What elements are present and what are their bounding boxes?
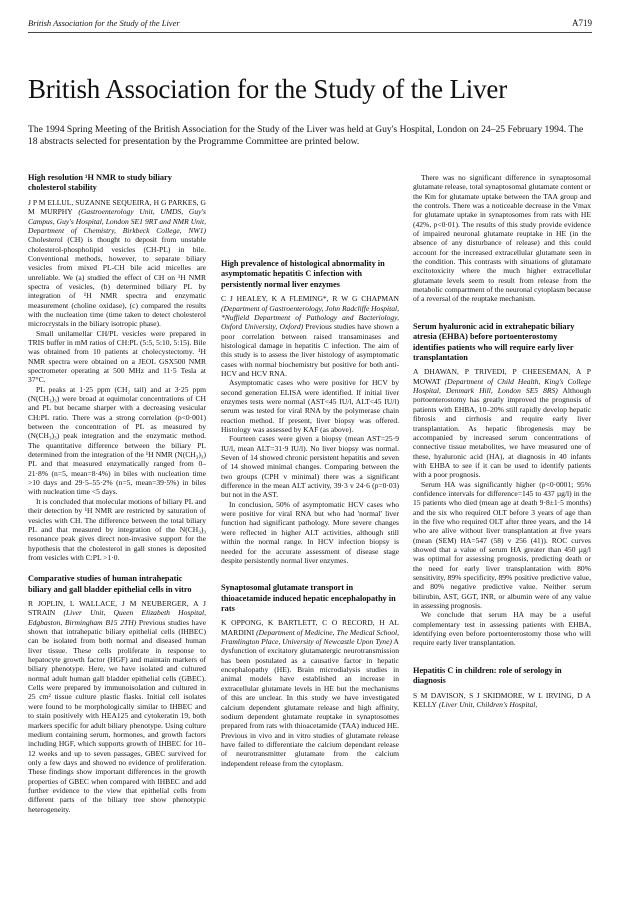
abstract-paragraph: Previous studies have shown that intrahepatic biliary epithelial cells (IHBEC) can be isolated from both normal and diseased human liver tissue. These cells proliferate in response to hepatocyte growth factor (HGF) and maintain markers of biliary phenotype. Here, we have isolated and cultured normal adult human gall bladder epithelial cells (GBEC). Cells were prepared by immunoisolation and cultured in 25 cm² tissue culture plastic flasks. Initial cell isolates were found to be morphologically similar to IHBEC and to stain positively with HEA125 and cytokeratin 19, both markers specific for adult biliary phenotype. Using culture medium containing serum, hormones, and growth factors including HGF, which supports growth of IHBEC for 10–12 weeks and up to seven passages, GBEC survived for only a few days and showed no evidence of proliferation. These findings show important differences in the growth properties of GBEC when compared with IHBEC and add further evidence to the view that epithelial cells from different parts of the biliary tree show phenotypic heterogeneity. (28, 617, 206, 814)
abstract-title: High prevalence of histological abnormality in asymptomatic hepatitis C infection with persistently normal liver enzymes (221, 259, 385, 289)
abstract-paragraph: In conclusion, 50% of asymptomatic HCV cases who were positive for viral RNA but who had 'normal' liver function had significant pathology. More severe changes were reflected in higher ALT activities, although still within the normal range. In HCV infection biopsy is needed for the accurate assessment of disease stage despite persistently normal liver enzymes. (221, 499, 399, 565)
abstract-authors: R JOPLIN, L WALLACE, J M NEUBERGER, A J STRAIN (28, 599, 206, 618)
abstract-paragraph: It is concluded that molecular motions of biliary PL and their detection by ¹H NMR are restricted by saturation of vesicles with CH. The difference between the total biliary PL and that measured by integration of the N(CH₃)₃ resonance peak gives direct non-invasive support for the hypothesis that the cholesterol in gall stones is deposited from vesicles with C:PL >1·0. (28, 496, 206, 562)
abstract-paragraph: Although portoenterostomy has greatly improved the prognosis of patients with EHBA, 10–20% still rapidly develop hepatic fibrosis and cirrhosis and require early liver transplantation. As hepatic fibrogenesis may be accompanied by increased serum concentrations of connective tissue metabolites, we have measured one of these, hyaluronic acid (HA), at diagnosis in 40 infants with EHBA to see if it can be used to identify patients with a poor prognosis. (413, 386, 591, 480)
page-title: British Association for the Study of the Liver (28, 74, 507, 104)
column-3 (413, 173, 591, 709)
abstract-title: Synaptosomal glutamate transport in thioacetamide induced hepatic encephalopathy in rats (221, 583, 396, 613)
abstract-authors: C J HEALEY, K A FLEMING*, R W G CHAPMAN (221, 294, 399, 304)
abstract-affiliation: (Liver Unit, Children's Hospital, (438, 699, 538, 709)
abstract-paragraph: We conclude that serum HA may be a useful complementary test in assessing patients with EHBA, identifying even before portoenterostomy those who will require early liver transplantation. (413, 610, 591, 648)
abstract-byline (221, 618, 399, 768)
abstract-title: Serum hyaluronic acid in extrahepatic biliary atresia (EHBA) before portoenterostomy identifies patients who will require early liver transplantation (413, 321, 575, 363)
abstract-affiliation: (Department of Medicine, The Medical School, Framlington Place, University of Newcastle Upon Tyne) (221, 627, 399, 647)
abstract-paragraph: Cholesterol (CH) is thought to deposit from unstable cholesterol-phospholipid vesicles (CH-PL) in bile. Conventional methods, however, to separate biliary vesicles from mixed PL-CH bile acid micelles are unreliable. We (a) studied the effect of CH on ¹H NMR spectra of vesicles, (b) determined biliary PL by integration of ¹H NMR spectra and enzymatic measurement (choline oxidase), (c) compared the results with the nucleation time (time taken to detect cholesterol microcrystals in the biliary isotropic phase). (28, 235, 206, 329)
intro-paragraph: The 1994 Spring Meeting of the British Association for the Study of the Liver was held at Guy's Hospital, London on 24–25 February 1994. The 18 abstracts selected for presentation by the Programme Committee are printed below. (28, 124, 584, 148)
abstract-authors: S M DAVISON, S J SKIDMORE, W L IRVING, D A KELLY (413, 690, 591, 709)
abstract-affiliation: (Gastroenterology Unit, UMDS, Guy's Campus, Guy's Hospital, London SE1 9RT and NMR Unit, Department of Chemistry, Birkbeck College, NW1) (28, 207, 206, 235)
abstract-paragraph: A dysfunction of excitatory glutamatergic neurotransmission has been postulated as a causative factor in hepatic encephalopathy (HE). Brain microdialysis studies in animal models have established an increase in extracellular glutamate levels in HE but the mechanisms of this are unclear. In this study we have investigated calcium dependent glutamate release and high affinity, sodium dependent glutamate reuptake in synaptosomes prepared from rats with thioacetamide (TAA) induced HE. Previous in vivo and in vitro studies of glutamate release have failed to differentiate the calcium dependant release of neurotransmitter glutamate from the calcium independent release from the cytoplasm. (221, 637, 399, 768)
abstract-paragraph: Previous studies have shown a poor correlation between raised transaminases and histological damage in hepatitis C infection. The aim of this study is to assess the liver histology of asymptomatic cases with normal biochemistry but positive for both anti-HCV and HCV RNA. (221, 322, 399, 378)
running-header (28, 18, 592, 33)
abstract-paragraph: There was no significant difference in synaptosomal glutamate release, total synaptosomal glutamate content or the Km for glutamate uptake between the TAA group and the controls. There was a noticeable decrease in the Vmax for glutamate uptake in synaptosomes from rats with HE (42%, p<0·01). The results of this study provide evidence of impaired neuronal glutamate reuptake in HE (in the absence of any disturbance of release) and this could account for the increased extracellular glutamate seen in the condition. This contrasts with situations of glutamate excitotoxicity where the much higher extracellular glutamate levels seem to result from release from the metabolic compartment of the neuronal cytoplasm because of a reversal of the reuptake mechanism. (413, 173, 591, 304)
abstract-authors: A DHAWAN, P TRIVEDI, P CHEESEMAN, A P MOWAT (413, 367, 591, 386)
abstract-affiliation: (Department of Child Health, King's College Hospital, Denmark Hill, London SE5 8RS) (413, 376, 591, 396)
abstract-paragraph: Asymptomatic cases who were positive for HCV by second generation ELISA were identified. If initial liver enzymes tests were normal (AST<45 IU/l, ALT<45 IU/l) serum was tested for viral RNA by the polymerase chain reaction method. If present, liver biopsy was offered. Histology was assessed by KAF (as above). (221, 378, 399, 435)
column-1 (28, 173, 206, 814)
abstract-byline (413, 691, 591, 710)
abstract-affiliation: (Liver Unit, Queen Elizabeth Hospital, Edgbaston, Birmingham B15 2TH) (28, 608, 206, 627)
abstract-byline (28, 198, 206, 329)
page-number: A719 (572, 18, 592, 28)
running-title: British Association for the Study of the Liver (28, 18, 180, 28)
abstract-paragraph: Fourteen cases were given a biopsy (mean AST=25·9 IU/l, mean ALT=31·9 IU/l). No liver biopsy was normal. Seven of 14 showed chronic persistent hepatitis and seven of 14 showed minimal changes. Comparing between the two groups (CPH v minimal) there was a significant difference in the mean ALT activity, 39·3 v 24·6 (p=0·03) but not in the AST. (221, 434, 399, 500)
abstract-paragraph: Small unilamellar CH/PL vesicles were prepared in TRIS buffer in mM ratios of CH:PL (5:5, 5:10, 5:15). Bile was obtained from 10 patients at cholecystectomy. ¹H NMR spectra were obtained on a JEOL GSX500 NMR spectrometer operating at 500 MHz and 11·5 Tesla at 37°C. (28, 328, 206, 385)
abstract-title: Hepatitis C in children: role of serology in diagnosis (413, 665, 562, 686)
abstract-paragraph: Serum HA was significantly higher (p<0·0001; 95% confidence intervals for difference=145 to 437 µg/l) in the 15 patients who died (mean age at death 9·8±1·5 months) and the six who required OLT before 3 years of age than in the five who required OLT after three years, and the 14 who are alive without liver transplantation at five years (mean (SEM) HA=547 (58) v 256 (41)). ROC curves showed that a value of serum HA greater than 450 µg/l was optimal for assessing prognosis, predicting death or the need for early liver transplantation with 80% sensitivity, 89% specificity, 89% positive predictive value, and 80% negative predictive value. Neither serum bilirubin, AST, GGT, INR, or albumin were of any value in assessing prognosis. (413, 479, 591, 611)
abstract-byline (221, 294, 399, 378)
abstract-authors: J P M ELLUL, SUZANNE SEQUEIRA, H G PARKES, G M MURPHY (28, 197, 206, 217)
column-2 (221, 173, 399, 768)
abstract-affiliation: (Department of Gastroenterology, John Radcliffe Hospital, *Nuffield Department of Pathology and Bacteriology, Oxford University, Oxford) (221, 303, 399, 332)
abstract-byline (28, 599, 206, 814)
abstract-byline (413, 367, 591, 479)
abstract-title: Comparative studies of human intrahepatic biliary and gall bladder epithelial cells in vitro (28, 574, 192, 594)
abstract-authors: K OPPONG, K BARTLETT, C O RECORD, H AL MARDINI (221, 618, 399, 637)
abstract-paragraph: PL peaks at 1·25 ppm (CH₂ tail) and at 3·25 ppm (N(CH₃)₃) were broad at equimolar concentrations of CH and PL but became sharper with a decreasing vesicular CH:PL ratio. There was a strong correlation (p<0·001) between the concentration of PL as measured by (N(CH₃)₃) peak integration and the enzymatic method. The quantitative difference between the biliary PL determined from the integration of the ¹H NMR (N(CH₃)₃) PL and that measured enzymatically ranged from 0–21·8% (n=5, mean=8·4%) in biles with nucleation time >10 days and 29·5–55·2% (n=5, mean=39·5%) in biles with nucleation time <5 days. (28, 384, 206, 497)
abstract-title: High resolution ¹H NMR to study biliary cholesterol stability (28, 173, 172, 193)
